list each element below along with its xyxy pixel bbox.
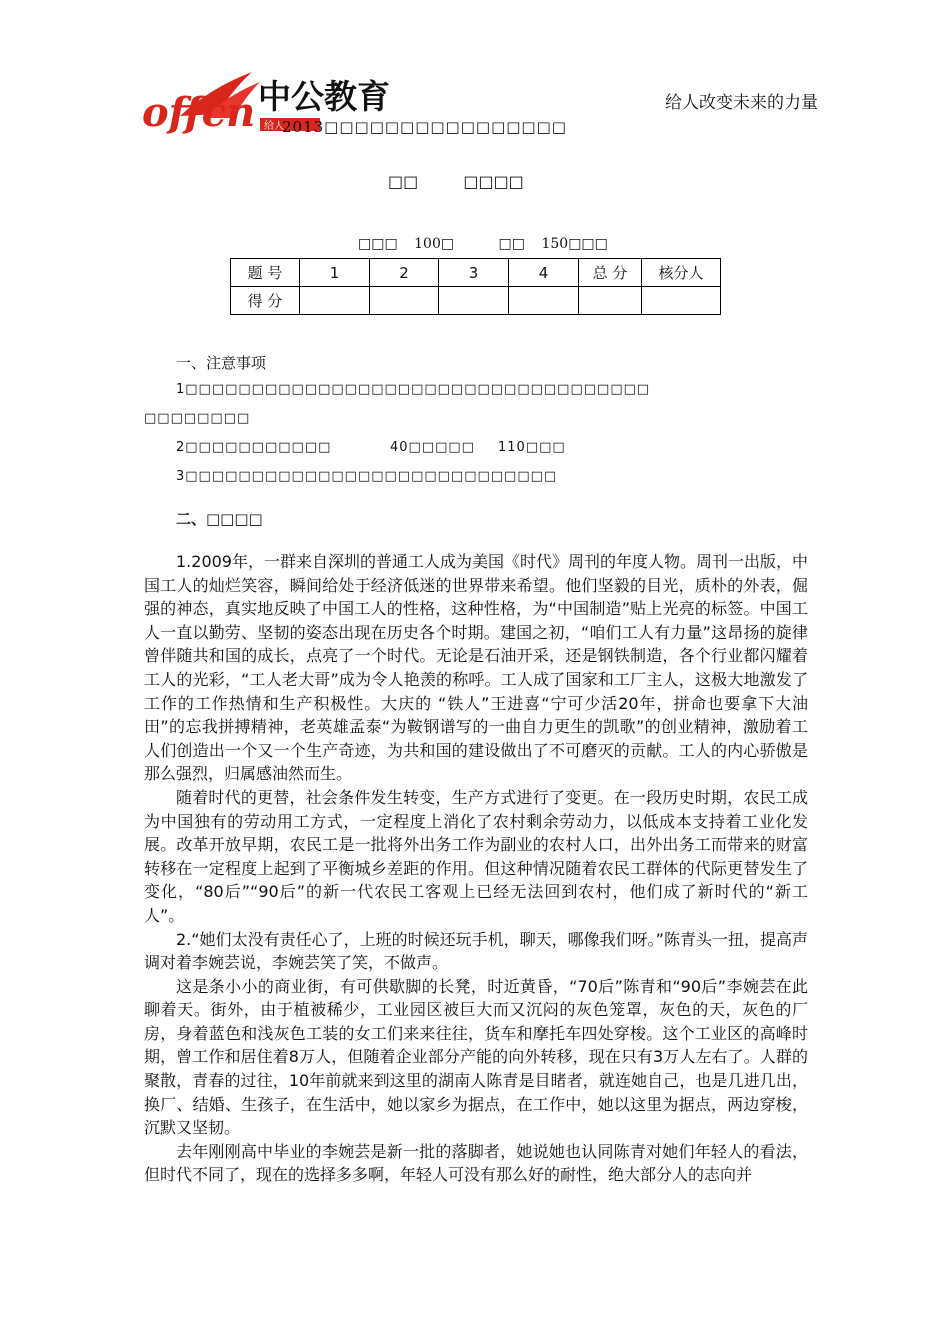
score-row-label: 得 分	[231, 287, 300, 315]
score-cell: 4	[509, 259, 579, 287]
score-input-cell[interactable]	[370, 287, 439, 315]
paragraph: 这是条小小的商业街，有可供歇脚的长凳，时近黄昏，“70后”陈青和“90后”李婉芸在此聊着天。街外，由于植被稀少，工业园区被巨大而又沉闷的灰色笼罩，灰色的天，灰色的厂房，身着蓝色和浅灰色工装的女工们来来往往，货车和摩托车四处穿梭。这个工业区的高峰时期，曾工作和居住着8万人，但随着企业部分产能的向外转移，现在只有3万人左右了。人群的聚散，青春的过往，10年前就来到这里的湖南人陈青是目睹者，就连她自己，也是几进几出，换厂、结婚、生孩子，在生活中，她以家乡为据点，在工作中，她以这里为据点，两边穿梭，沉默又坚韧。	[144, 976, 808, 1138]
score-cell: 题 号	[231, 259, 300, 287]
note-item-3: 3□□□□□□□□□□□□□□□□□□□□□□□□□□□□	[176, 469, 558, 484]
time-label: □□	[498, 236, 526, 252]
paragraph: 去年刚刚高中毕业的李婉芸是新一批的落脚者，她说她也认同陈青对她们年轻人的看法，但时代不同了，现在的选择多多啊，年轻人可没有那么好的耐性，绝大部分人的志向并	[144, 1141, 808, 1185]
score-cell: 3	[439, 259, 509, 287]
section1-heading: 一、注意事项	[176, 354, 267, 372]
note-item-1: 1□□□□□□□□□□□□□□□□□□□□□□□□□□□□□□□□□□□	[176, 382, 651, 397]
score-label: □□□	[358, 236, 398, 252]
note-item-2-time: 110□□□	[498, 440, 566, 455]
score-value: 100□	[414, 236, 455, 252]
score-table	[230, 258, 721, 315]
section2-heading: 二、□□□□	[176, 510, 263, 528]
score-input-cell[interactable]	[642, 287, 721, 315]
note-item-1-cont: □□□□□□□□	[144, 411, 251, 426]
score-input-cell[interactable]	[509, 287, 579, 315]
exam-meta	[358, 236, 620, 252]
paragraph: 1.2009年，一群来自深圳的普通工人成为美国《时代》周刊的年度人物。周刊一出版，中国工人的灿烂笑容，瞬间给处于经济低迷的世界带来希望。他们坚毅的目光，质朴的外表，倔强的神态，真实地反映了中国工人的性格，这种性格，为“中国制造”贴上光亮的标签。中国工人一直以勤劳、坚韧的姿态出现在历史各个时期。建国之初，“咱们工人有力量”这昂扬的旋律曾伴随共和国的成长，点亮了一个时代。无论是石油开采，还是钢铁制造，各个行业都闪耀着工人的光彩，“工人老大哥”成为令人艳羡的称呼。工人成了国家和工厂主人，这极大地激发了工作的工作热情和生产积极性。大庆的 “铁人”王进喜“宁可少活20年，拼命也要拿下大油田”的忘我拼搏精神，老英雄孟泰“为鞍钢谱写的一曲自力更生的凯歌”的创业精神，激励着工人们创造出一个又一个生产奇迹，为共和国的建设做出了不可磨灭的贡献。工人的内心骄傲是那么强烈，归属感油然而生。	[144, 552, 808, 784]
note-item-2: 2□□□□□□□□□□□	[176, 440, 332, 455]
score-cell: 核分人	[642, 259, 721, 287]
note-item-2-count: 40□□□□□	[390, 440, 475, 455]
material-text	[144, 550, 808, 1187]
score-table-score-row	[231, 287, 721, 315]
score-input-cell[interactable]	[439, 287, 509, 315]
score-cell: 1	[300, 259, 370, 287]
exam-title: 2013□□□□□□□□□□□□□□□□	[282, 118, 567, 136]
score-table-header-row	[231, 259, 721, 287]
logo-latin: offcn	[142, 89, 256, 136]
logo-chinese: 中公教育	[258, 77, 390, 116]
subject-name: □□□□	[463, 172, 524, 191]
subject-label: □□	[388, 172, 419, 191]
subject-line	[388, 172, 564, 191]
paragraph: 2.“她们太没有责任心了，上班的时候还玩手机，聊天，哪像我们呀。”陈青头一扭，提高声调对着李婉芸说，李婉芸笑了笑，不做声。	[144, 929, 808, 973]
score-cell: 2	[370, 259, 439, 287]
time-value: 150□□□	[541, 236, 608, 252]
slogan: 给人改变未来的力量	[665, 93, 818, 113]
score-input-cell[interactable]	[300, 287, 370, 315]
score-input-cell[interactable]	[579, 287, 642, 315]
paragraph: 随着时代的更替，社会条件发生转变，生产方式进行了变更。在一段历史时期，农民工成为中国独有的劳动用工方式，一定程度上消化了农村剩余劳动力，以低成本支持着工业化发展。改革开放早期，农民工是一批将外出务工作为副业的农村人口，出外出务工而带来的财富转移在一定程度上起到了平衡城乡差距的作用。但这种情况随着农民工群体的代际更替发生了变化，“80后”“90后”的新一代农民工客观上已经无法回到农村，他们成了新时代的“新工人”。	[144, 787, 808, 925]
logo-tag: 给人	[264, 121, 284, 132]
score-cell: 总 分	[579, 259, 642, 287]
